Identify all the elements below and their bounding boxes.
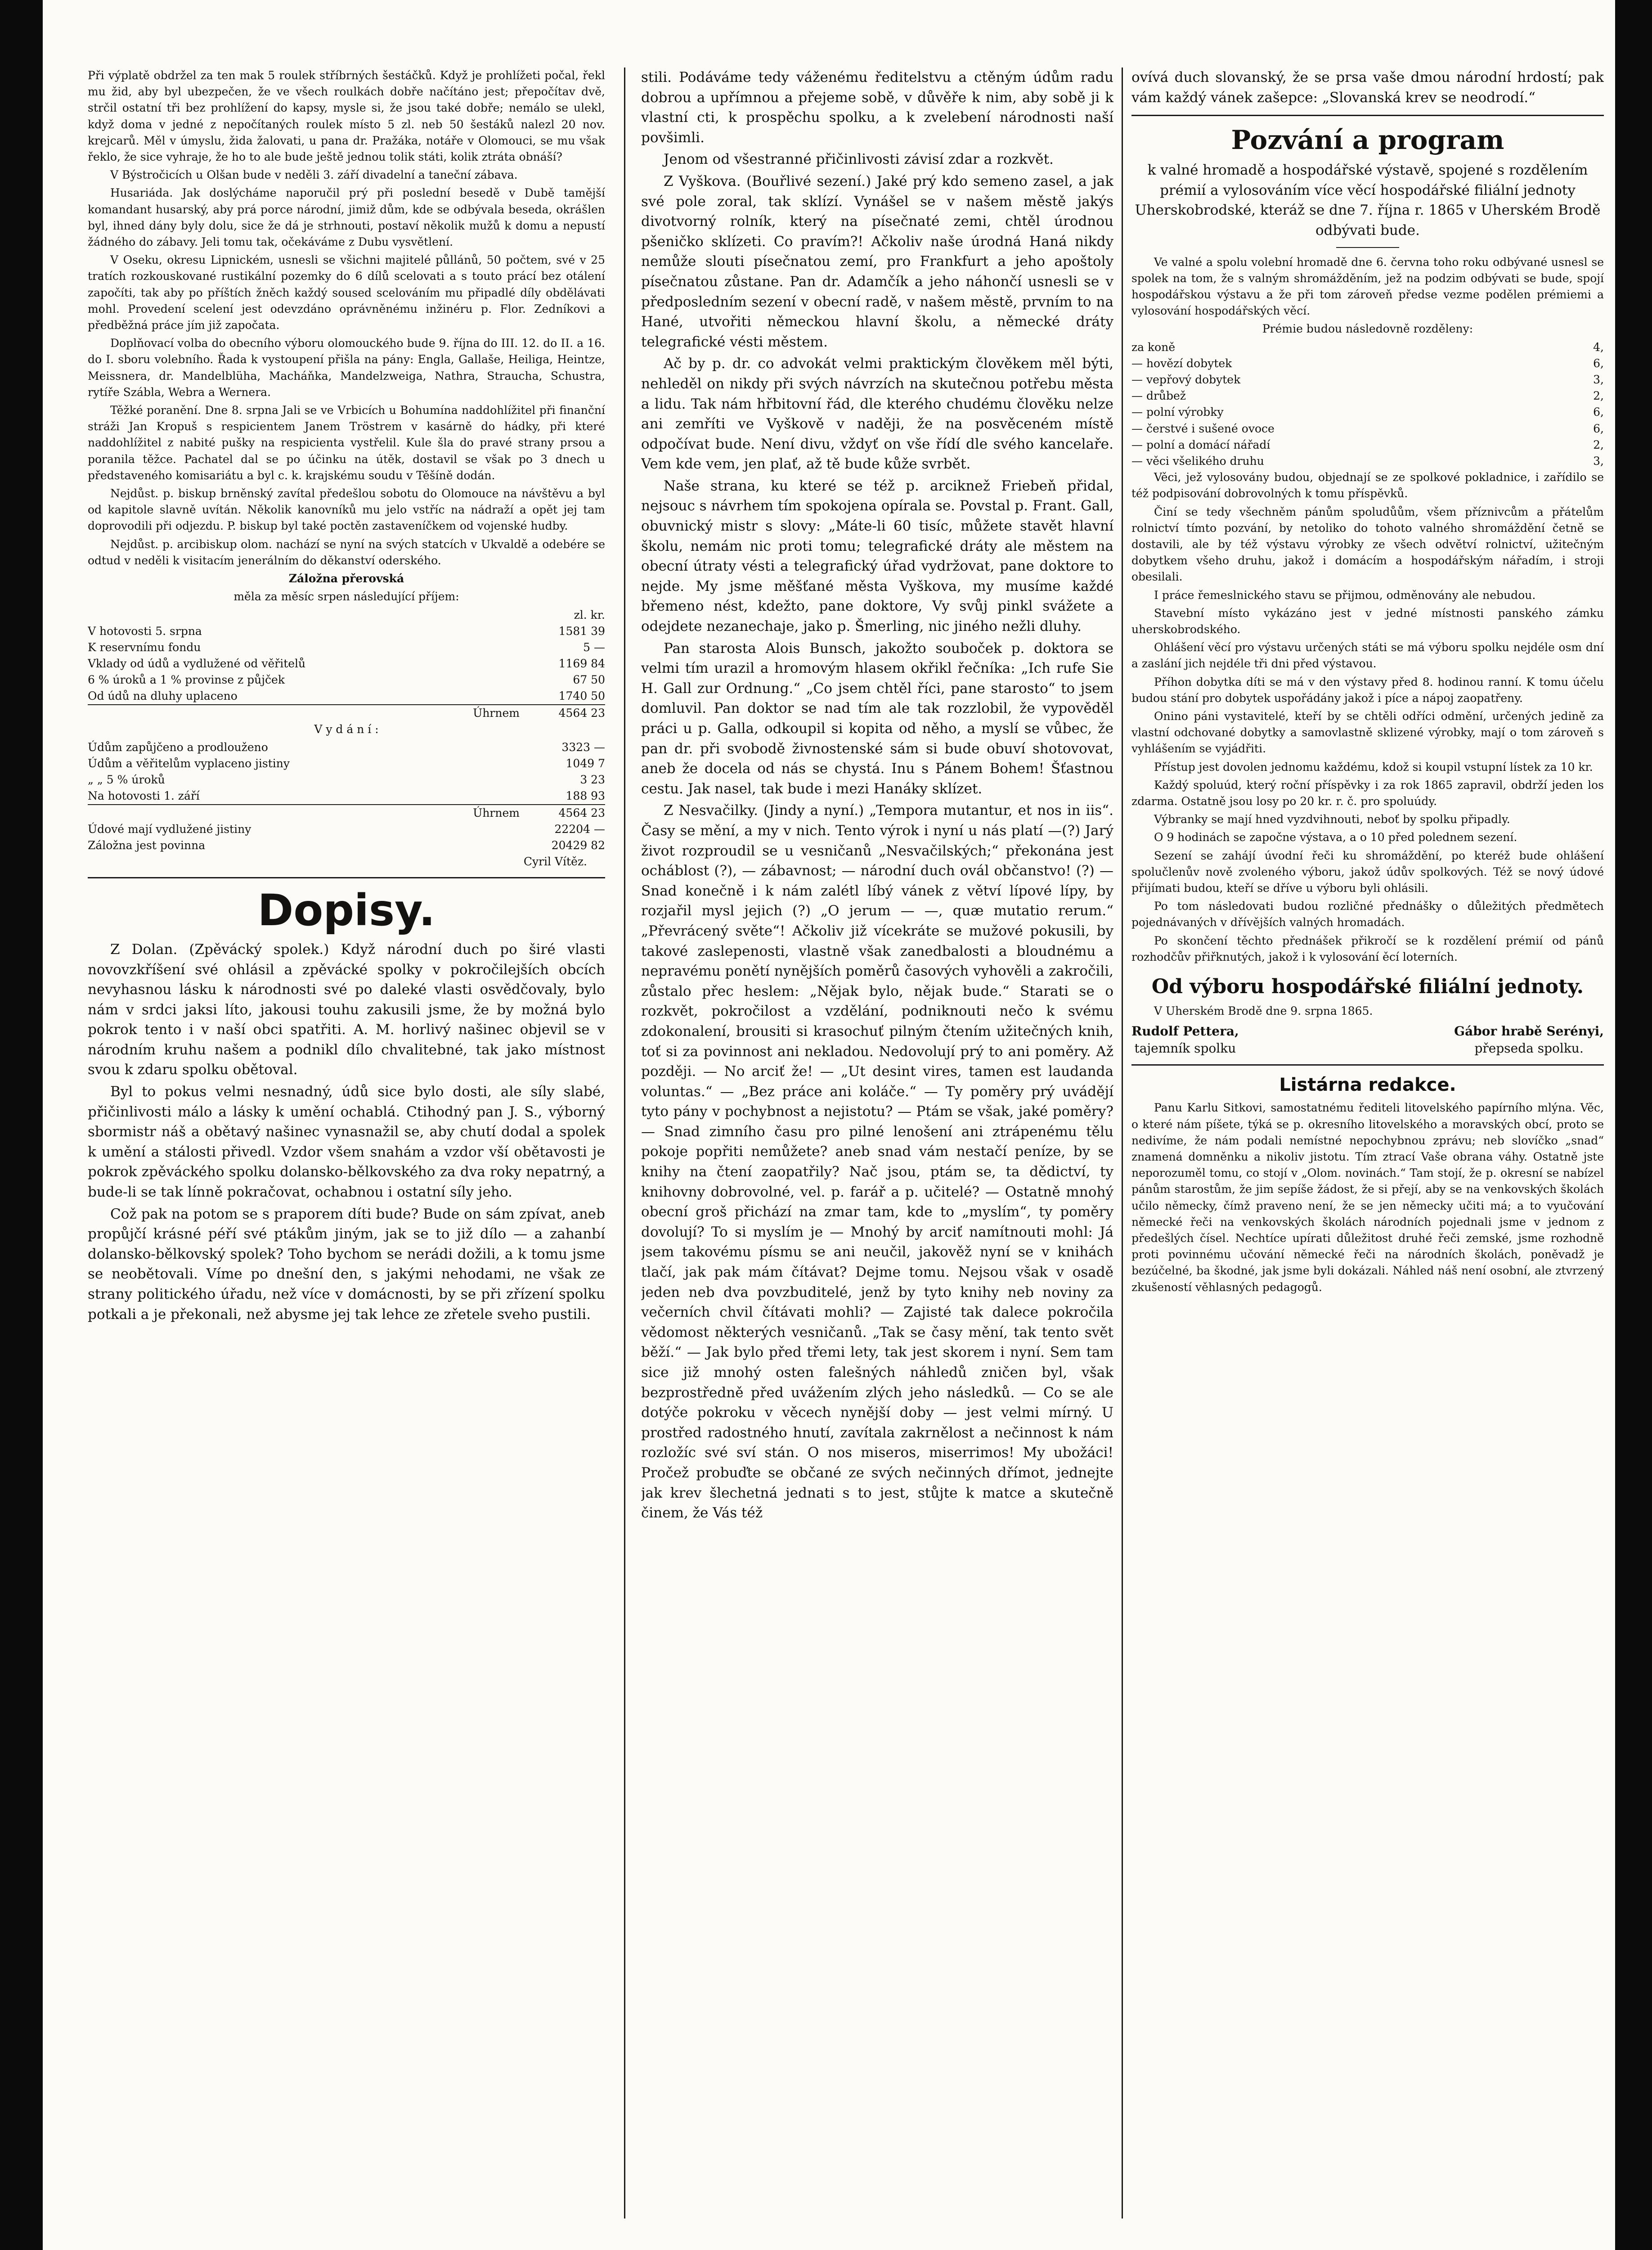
divider — [1131, 1064, 1604, 1066]
article-paragraph: Z Nesvačilky. (Jindy a nyní.) „Tempora mutantur, et nos in iis“. Časy se mění, a my v nich. Tento výrok i nyní u nás platí —(?) Jarý život rozproudil se u vesničanů „Nesvačilských;“ překonána jest ocháblost (?), — zábavnost; — národní duch ovál občanstvo! (?) — Snad konečně i k nám zalétl líbý vánek z větví lípové lípy, by rozjařil mysl jejich (?) „O jerum — —, quæ mutatio rerum.“ „Převrácený světe“! Ačkoliv již vícekráte se mužové pokusili, by takové zaslepenosti, vlastně však zanedbalosti a bloudnému a nepravému ponětí nynějších poměrů časových vyhověli a zakročili, zůstalo přec heslem: „Nějak bylo, nějak bude.“ Starati se o rozkvět, pokročilost a vzdělání, podniknouti nečo k svému zdokonalení, brousiti si krasochuť pilným čtením užitečných knih, toť si za povinnost ani nekladou. Nedovolují prý to ani poměry. Až později. — No arciť že! — „Ut desint vires, tamen est laudanda voluntas.“ — „Bez práce ani koláče.“ — Ty poměry prý uvádějí tyto pány v pochybnost a nejistotu? — Ptám se však, jaké poměry? — Snad zimního času pro pilné lenošení ani ztrápenému tělu pokoje popřiti nemůžete? aneb snad vám nestačí peníze, by se knihy na čtení zaopatřily? Nač jsou, ptám se, ta dědictví, ty knihovny dobrovolné, vel. p. farář a p. učitelé? — Ostatně mnohý obecní groš přichází na zmar tam, kde to „myslím“, ty poměry dovolují? To si myslím je — Mnohý by arciť namítnouti mohl: Já jsem takovému písmu se ani neučil, jakověž nyní se v knihách tlačí, jak pak mám čítávat? Dejme tomu. Nejsou však v osadě jeden neb dva povzbuditelé, jenž by tyto knihy neb noviny za večerních chvil čítávati mohli? — Zajisté tak dalece pokročila vědomost některých vesničanů. „Tak se časy mění, tak tento svět běží.“ — Jak bylo před třemi lety, tak jest skorem i nyní. Sem tam sice již mnohý osten falešných náhledů zničen byl, však bezprostředně před uvážením zlých jeho následků. — Co se ale dotýče pokroku v věcech nynější doby — jest velmi mírný. U prostřed radostného hnutí, zavítala zakrnělost a nečinnost k nám rozložíc své sví stán. O nos miseros, miserrimos! My ubožáci! Pročež probuďte se občané ze svých nečinných dřímot, jednejte jak krev šlechetná jednati s to jest, stůjte k matce a skutečně činem, že Vás též — [641, 802, 1113, 1521]
article-paragraph: ovívá duch slovanský, že se prsa vaše dmou národní hrdostí; pak vám každý vánek zašepce: „Slovanská krev se neodrodí.“ — [1131, 69, 1604, 106]
table-row: Vklady od údů a vydlužené od věřitelů 1169 84 — [88, 657, 605, 670]
expense-heading: V y d á n í : — [314, 722, 379, 736]
finance-subtitle: měla za měsíc srpen následující příjem: — [233, 590, 459, 603]
income-table — [88, 607, 605, 721]
column-rule — [1122, 68, 1123, 2218]
article-paragraph: Po tom následovati budou rozličné přednášky o důležitých předmětech pojednávaných v dřívějších valných hromadách. — [1131, 900, 1604, 929]
table-row: Záložna jest povinna 20429 82 — [88, 838, 605, 852]
article-paragraph: O 9 hodinách se započne výstava, a o 10 před polednem sezení. — [1154, 831, 1517, 844]
list-item: — vepřový dobytek 3, — [1131, 373, 1604, 386]
article-paragraph: Sezení se zahájí úvodní řeči ku shromáždění, po kteréž bude ohlášení spolučlenův nově zvoleného výboru, jakož údův spolkových. Též se nový údové přijímati budou, kteří se dříve u výboru byli ohlásili. — [1131, 849, 1604, 895]
article-paragraph: Což pak na potom se s praporem díti bude? Bude on sám zpívat, aneb propůjčí krásné péří své ptákům jiným, jak se to již dílo — a zahanbí dolansko-bělkovský spolek? Toho bychom se nerádi dožili, a k tomu jsme se neobětovali. Víme po dnešní den, s jakými nehodami, ne však ze strany politického úřadu, než více v domácnosti, by se při zřízení spolku potkali a je překonali, než abysme jej tak lehce ze zřetele sveho pustili. — [88, 1206, 605, 1323]
table-row: Údové mají vydlužené jistiny 22204 — — [88, 822, 605, 836]
article-paragraph: Z Dolan. (Zpěvácký spolek.) Když národní duch po širé vlasti novovzkříšení své ohlásil a zpěvácké spolky v pokročilejších obcích nevyhasnou lásku k národnosti své po daleké vlasti osvědčovaly, bylo nám v srdci jaksi líto, jakousi touhu zakusili jsme, že by možná bylo pokrok tento i v naší obci spatřiti. A. M. horlivý našinec objevil se v národním kruhu našem a podnikl dílo chvalitebné, tak jako místnost svou k zdaru spolku obětoval. — [88, 941, 605, 1078]
article-paragraph: Z Vyškova. (Bouřlivé sezení.) Jaké prý kdo semeno zasel, a jak své pole zoral, tak sklízí. Vynášel se v našem městě jakýs divotvorný rolník, který na písečnaté zemi, chtěl úrodnou pšeničko sklízeti. Co pravím?! Ačkoliv naše úrodná Haná nikdy nemůže slouti písečnatou zemí, pro Frankfurt a jeho apoštoly písečnatou zůstane. Pan dr. Adamčík a jeho náhončí usnesli se v předposledním sezení v obecní radě, v našem městě, prvním to na Hané, utvořiti německou hlavní školu, a německé dráty telegrafické vésti městem. — [641, 173, 1113, 350]
table-row: Od údů na dluhy uplaceno 1740 50 — [88, 689, 605, 702]
table-row: K reservnímu fondu 5 — — [88, 640, 605, 654]
article-paragraph: Panu Karlu Sitkovi, samostatnému řediteli litovelského papírního mlýna. Věc, o které nám píšete, týká se p. okresního litovelského a moravských obcí, proto se nedivíme, že nám podali nemístné nepochybnou zprávu; neb slovíčko „snad“ znamená domněnku a nikoliv jistotu. Tím ztrací Vaše obrana váhy. Ostatně jste neporozuměl tomu, co stojí v „Olom. novinách.“ Tam stojí, že p. okresní se nabízel pánům starostům, že jim sepíše žádost, že si přejí, aby se na venkovských školách učilo německy, čímž praveno není, že se jen německy učiti má; a to vyučování německé řeči na venkovských školách národních pojednali jsme v jednom z předešlých čísel. Nechtíce upírati důležitost druhé řeči zemské, jsme rozhodně proti povinnému učování německé řeči na národních školách, poněvadž je bezúčelné, ba škodné, jak jsme byli dokázali. Náhled náš není osobní, ale ztvrzený zkušeností věhlasných pedagogů. — [1131, 1101, 1604, 1294]
article-paragraph: Nejdůst. p. arcibiskup olom. nachází se nyní na svých statcích v Ukvaldě a odebére se odtud v neděli k visitacím jenerálním do děkanství oderského. — [88, 537, 605, 567]
expense-table — [88, 739, 605, 854]
signature-chairman: Gábor hrabě Serényi, přepseda spolku. — [1454, 1024, 1604, 1056]
article-paragraph: Při výplatě obdržel za ten mak 5 roulek stříbrných šestáčků. Když je prohlížeti počal, řekl mu žid, aby byl ubezpečen, že ve všech roulkách dobře načítáno jest; přepočítav dvě, strčil ostatní tři bez prohlížení do kapsy, mysle si, že jsou také dobře; nemálo se ulekl, když doma v jedné z nepočítaných roulek místo 5 zl. neb 50 šestáků nalezl 20 nov. krejcarů. Měl v úmyslu, žida žalovati, u pana dr. Pražáka, notáře v Olomouci, se mu však řeklo, že sice vyhraje, že ho to ale bude ještě jednou tolik státi, kolik ztráta obnáší? — [88, 69, 605, 164]
table-row: Údům a věřitelům vyplaceno jistiny 1049 7 — [88, 756, 605, 770]
heading-listarna: Listárna redakce. — [1279, 1075, 1456, 1096]
newspaper-page — [43, 0, 1615, 2250]
article-paragraph: Ve valné a spolu volební hromadě dne 6. června toho roku odbývané usnesl se spolek na tom, že s valným shromážděním, jež na podzim odbývati se bude, spojí hospodářskou výstavu a že při tom zároveň předse vezme podělen prémiemi a vylosování hospodářských věcí. — [1131, 255, 1604, 318]
invitation-lead: k valné hromadě a hospodářské výstavě, spojené s rozdělením prémií a vylosováním více věcí hospodářské filiální jednoty Uherskobrodské, kteráž se dne 7. října r. 1865 v Uherském Brodě odbývati bude. — [1135, 162, 1601, 238]
column-rule — [624, 68, 625, 2218]
list-item: — drůbež 2, — [1131, 389, 1604, 403]
total-row: Úhrnem 4564 23 — [88, 705, 605, 721]
date-line: V Uherském Brodě dne 9. srpna 1865. — [1154, 1004, 1373, 1018]
article-paragraph: Nejdůst. p. biskup brněnský zavítal předešlou sobotu do Olomouce na návštěvu a byl od kapitole slavně uvítán. Několik kanovníků mu jelo vstříc na nádraží a opět jej tam doprovodili při odjezdu. P. biskup byl také poctěn zastaveníčkem od vojenské hudby. — [88, 487, 605, 533]
premium-title: Prémie budou následovně rozděleny: — [1262, 322, 1473, 336]
article-paragraph: Doplňovací volba do obecního výboru olomouckého bude 9. října do III. 12. do II. a 16. do I. sboru volebního. Řada k vystoupení přišla na pány: Engla, Gallaše, Heiliga, Heintze, Meissnera, dr. Mandelblüha, Macháňka, Mandelzweiga, Nathra, Straucha, Schustra, rytíře Szábla, Webra a Wernera. — [88, 337, 605, 399]
list-item: — polní výrobky 6, — [1131, 405, 1604, 419]
premium-list — [1131, 339, 1604, 470]
table-row: Údům zapůjčeno a prodlouženo 3323 — — [88, 740, 605, 754]
unit-header: zl. kr. — [574, 608, 605, 621]
article-paragraph: Činí se tedy všechněm pánům spoludůům, všem příznivcům a přátelům rolnictví tímto pozvání, by netoliko do tohoto valného shromáždění četně se dostavili, ale by též výstavu výrobky ze všech odvětví rolnictví, užitečným dobytkem všeho druhu, jakož i domácím a hospodářským nářadím, i stroji obesilali. — [1131, 505, 1604, 584]
article-paragraph: Pan starosta Alois Bunsch, jakožto souboček p. doktora se velmi tím urazil a hromovým hlasem okřikl řečníka: „Ich rufe Sie H. Gall zur Ordnung.“ „Co jsem chtěl říci, pane starosto“ to jsem domluvil. Pan doktor se nad tím ale tak rozzlobil, že vypověděl práci u p. Galla, odkoupil si kopita od něho, a myslí se vůbec, že pan dr. při svobodě živnostenské sám si bude obuví shotovovat, aneb že docela od nás se chystá. Inu s Pánem Bohem! Šťastnou cestu. Jak nasel, tak bude i mezi Hanáky sklízet. — [641, 640, 1113, 797]
article-paragraph: Výbranky se mají hned vyzdvihnouti, neboť by spolku připadly. — [1154, 813, 1510, 826]
article-paragraph: stili. Podáváme tedy váženému ředitelstvu a ctěným údům radu dobrou a upřímnou a přejeme sobě, v důvěře k nim, aby sobě ji k vlastní cti, k prospěchu spolku, a k zvelebení národnosti naší povšimli. — [641, 69, 1113, 146]
column-left — [88, 68, 605, 2228]
list-item: za koně 4, — [1131, 340, 1604, 354]
total-row: Úhrnem 4564 23 — [88, 805, 605, 821]
article-paragraph: Jenom od všestranné přičinlivosti závisí zdar a rozkvět. — [664, 151, 1054, 168]
heading-pozvani: Pozvání a program — [1231, 125, 1504, 156]
article-paragraph: Každý spoluúd, který roční příspěvky i za rok 1865 zapravil, obdrží jeden los zdarma. Ostatně jsou losy po 20 kr. r. č. pro spoluúdy. — [1131, 778, 1604, 808]
article-paragraph: Těžké poranění. Dne 8. srpna Jali se ve Vrbicích u Bohumína naddohlížitel při finanční stráži Jan Kropuš s respicientem Janem Tröstrem v kasárně do hádky, při které naddohlížitel z nabité pušky na respicienta vystřelil. Kule šla do pravé strany prsou a poranila těžce. Pachatel dal se po účinku na útěk, dostavil se však po 3 dnech u představeného komisariátu a byl c. k. krajskému soudu v Těšíně dodán. — [88, 404, 605, 482]
article-paragraph: Po skončení těchto přednášek přikročí se k rozdělení prémií od pánů rozhodčův přiřknutých, jakož i k vylosování ěcí loterních. — [1131, 934, 1604, 963]
article-paragraph: V Oseku, okresu Lipnickém, usnesli se všichni majitelé půllánů, 50 počtem, své v 25 tratích rozkouskované rustikální pozemky do 6 dílů scelovati a s touto prácí bez otálení započíti, tak aby po příštích žněch každý soused scelováním mu připadlé díly obdělávati mohl. Provedení scelení jest odevzdáno oprávněnému inžinéru p. Flor. Zedníkovi a předběžná práce jím již započata. — [88, 253, 605, 332]
divider — [88, 877, 605, 878]
list-item: — polní a domácí nářadí 2, — [1131, 438, 1604, 451]
article-paragraph: Husariáda. Jak doslýcháme naporučil prý při poslední besedě v Dubě tamější komandant husarský, aby prá porce národní, jimiž dům, kde se odbývala beseda, okrášlen byl, ihned dány byly dolu, sice že dá je strhnouti, postaví několik mužů k domu a nepustí žádného do zábavy. Jeli tomu tak, očekáváme z Dubu vysvětlení. — [88, 186, 605, 249]
list-item: — věci všelikého druhu 3, — [1131, 454, 1604, 468]
table-row: 6 % úroků a 1 % provinse z půjček 67 50 — [88, 673, 605, 686]
table-row: V hotovosti 5. srpna 1581 39 — [88, 624, 605, 638]
article-paragraph: Ohlášení věcí pro výstavu určených státi se má výboru spolku nejdéle osm dní a zaslání jich nejdéle tři dni před výstavou. — [1131, 641, 1604, 670]
article-paragraph: I práce řemeslnického stavu se přijmou, odměnovány ale nebudou. — [1154, 588, 1536, 602]
list-item: — hovězí dobytek 6, — [1131, 356, 1604, 370]
article-paragraph: Příhon dobytka díti se má v den výstavy před 8. hodinou ranní. K tomu účelu budou stání pro dobytek uspořádány jakož i píce a nápoj zaopatřeny. — [1131, 675, 1604, 705]
column-middle — [641, 68, 1113, 2228]
table-row: Na hotovosti 1. září 188 93 — [88, 789, 605, 802]
section-title-dopisy: Dopisy. — [257, 885, 435, 936]
divider — [1336, 247, 1399, 248]
divider — [1131, 115, 1604, 116]
column-right — [1131, 68, 1604, 2228]
signatures — [1131, 1023, 1604, 1057]
article-paragraph: Naše strana, ku které se též p. arciknež Friebeň přidal, nejsouc s návrhem tím spokojena opírala se. Povstal p. Frant. Gall, obuvnický mistr s slovy: „Máte-li 60 tisíc, můžete stavět hlavní školu, nemám nic proti tomu; telegrafické dráty ale městem na obecní útraty vésti a telegrafický úřad vydržovat, pane doktore to nejde. My jsme měšťané města Vyškova, my musíme každé břemeno nést, kdežto, pane doktore, Vy svůj pinkl svážete a odejdete nezanechaje, jako p. Šmerling, nic jiného nežli dluhy. — [641, 477, 1113, 635]
heading-vybor: Od výboru hospodářské filiální jednoty. — [1151, 975, 1584, 999]
finance-signature: Cyril Vítěz. — [523, 855, 587, 868]
article-paragraph: Věci, jež vylosovány budou, objednají se ze spolkové pokladnice, i zařídilo se též podpisování dobrovolných k tomu příspěvků. — [1131, 471, 1604, 500]
list-item: — čerstvé i sušené ovoce 6, — [1131, 422, 1604, 435]
article-paragraph: Přístup jest dovolen jednomu každému, kdož si koupil vstupní lístek za 10 kr. — [1154, 760, 1593, 774]
finance-title: Záložna přerovská — [288, 572, 404, 585]
signature-secretary: Rudolf Pettera, tajemník spolku — [1131, 1024, 1239, 1056]
article-paragraph: Ač by p. dr. co advokát velmi praktickým člověkem měl býti, nehleděl on nikdy při svých návrzích na skutečnou potřebu města a lidu. Tak nám hřbitovní řád, dle kterého chudému člověku nelze ani zemříti ve Vyškově v naději, že na posvěceném místě odpočívat bude. Není divu, vždyť on vše řídí dle svého kancelaře. Vem kde vem, jen plať, až tě bude kůže svrbět. — [641, 356, 1113, 472]
article-paragraph: Stavební místo vykázáno jest v jedné místnosti panského zámku uherskobrodského. — [1131, 606, 1604, 636]
table-row: „ „ 5 % úroků 3 23 — [88, 773, 605, 786]
article-paragraph: Byl to pokus velmi nesnadný, údů sice bylo dosti, ale síly slabé, přičinlivosti málo a lásky k umění ochablá. Ctihodný pan J. S., výborný sbormistr náš a obětavý našinec vynasnažil se, aby chutí dodal a spolek k umění a stálosti přivedl. Vzdor všem snahám a vzdor vší obětavosti je pokrok zpěváckého spolku dolansko-bělkovského za dva roky nepatrný, a bude-li se tak línně pokračovat, ochabnou i ostatní síly jeho. — [88, 1084, 605, 1201]
article-paragraph: Onino páni vystavitelé, kteří by se chtěli odříci odmění, určených jedině za vlastní odchované dobytky a samovlastně sklizené výrobky, mají o tom zároveň s vyhlášením se vyjádřiti. — [1131, 710, 1604, 756]
finance-report — [88, 571, 605, 870]
article-paragraph: V Býstročicích u Olšan bude v neděli 3. září divadelní a taneční zábava. — [110, 168, 518, 182]
